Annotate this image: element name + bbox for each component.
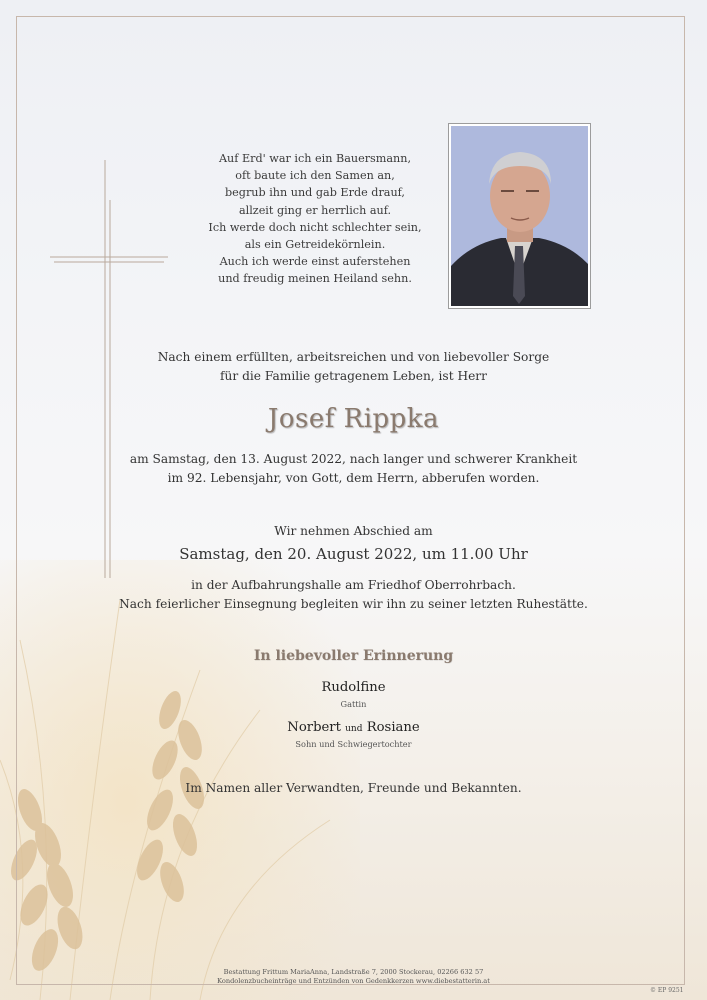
deceased-name: Josef Rippka (267, 404, 440, 434)
poem-line: Ich werde doch nicht schlechter sein, (208, 220, 422, 234)
poem-line: begrub ihn und gab Erde drauf, (225, 186, 405, 200)
mourner-conjunction: und (345, 724, 363, 734)
mourner-relation: Sohn und Schwiegertochter (295, 739, 412, 749)
farewell-place-line: in der Aufbahrungshalle am Friedhof Oberrohrbach. (191, 578, 516, 592)
poem (200, 150, 430, 288)
intro-line: für die Familie getragenem Leben, ist Herr (220, 369, 487, 383)
footer-line: Bestattung Frittum MariaAnna, Landstraße 7, 2000 Stockerau, 02266 632 57 (223, 968, 484, 976)
death-info-line: am Samstag, den 13. August 2022, nach langer und schwerer Krankheit (129, 452, 578, 466)
poem-line: allzeit ging er herrlich auf. (238, 203, 392, 217)
poem-line: oft baute ich den Samen an, (235, 169, 395, 183)
poem-line: Auf Erd' war ich ein Bauersmann, (218, 152, 412, 165)
intro-line: Nach einem erfüllten, arbeitsreichen und von liebevoller Sorge (157, 350, 550, 364)
farewell-place-line: Nach feierlicher Einsegnung begleiten wir ihn zu seiner letzten Ruhestätte. (119, 597, 588, 611)
footer-line: Kondolenzbucheinträge und Entzünden von Gedenkkerzen www.diebestatterin.at (217, 977, 490, 985)
death-info-line: im 92. Lebensjahr, von Gott, dem Herrn, abberufen worden. (167, 471, 540, 485)
memory-heading: In liebevoller Erinnerung (253, 648, 454, 664)
mourner-name: Norbert (287, 720, 341, 735)
mourner-name: Rudolfine (321, 680, 386, 695)
print-code: © EP 9251 (650, 987, 684, 994)
poem-line: und freudig meinen Heiland sehn. (218, 272, 412, 286)
farewell-intro: Wir nehmen Abschied am (274, 524, 433, 538)
poem-line: als ein Getreidekörnlein. (244, 238, 386, 252)
mourner-names (0, 720, 707, 735)
portrait-photo (448, 123, 591, 309)
mourner-name: Rosiane (366, 720, 420, 735)
farewell-date: Samstag, den 20. August 2022, um 11.00 Uhr (179, 545, 528, 563)
relatives-line: Im Namen aller Verwandten, Freunde und Bekannten. (185, 781, 522, 795)
mourner-relation: Gattin (340, 699, 367, 709)
poem-line: Auch ich werde einst auferstehen (219, 255, 411, 269)
